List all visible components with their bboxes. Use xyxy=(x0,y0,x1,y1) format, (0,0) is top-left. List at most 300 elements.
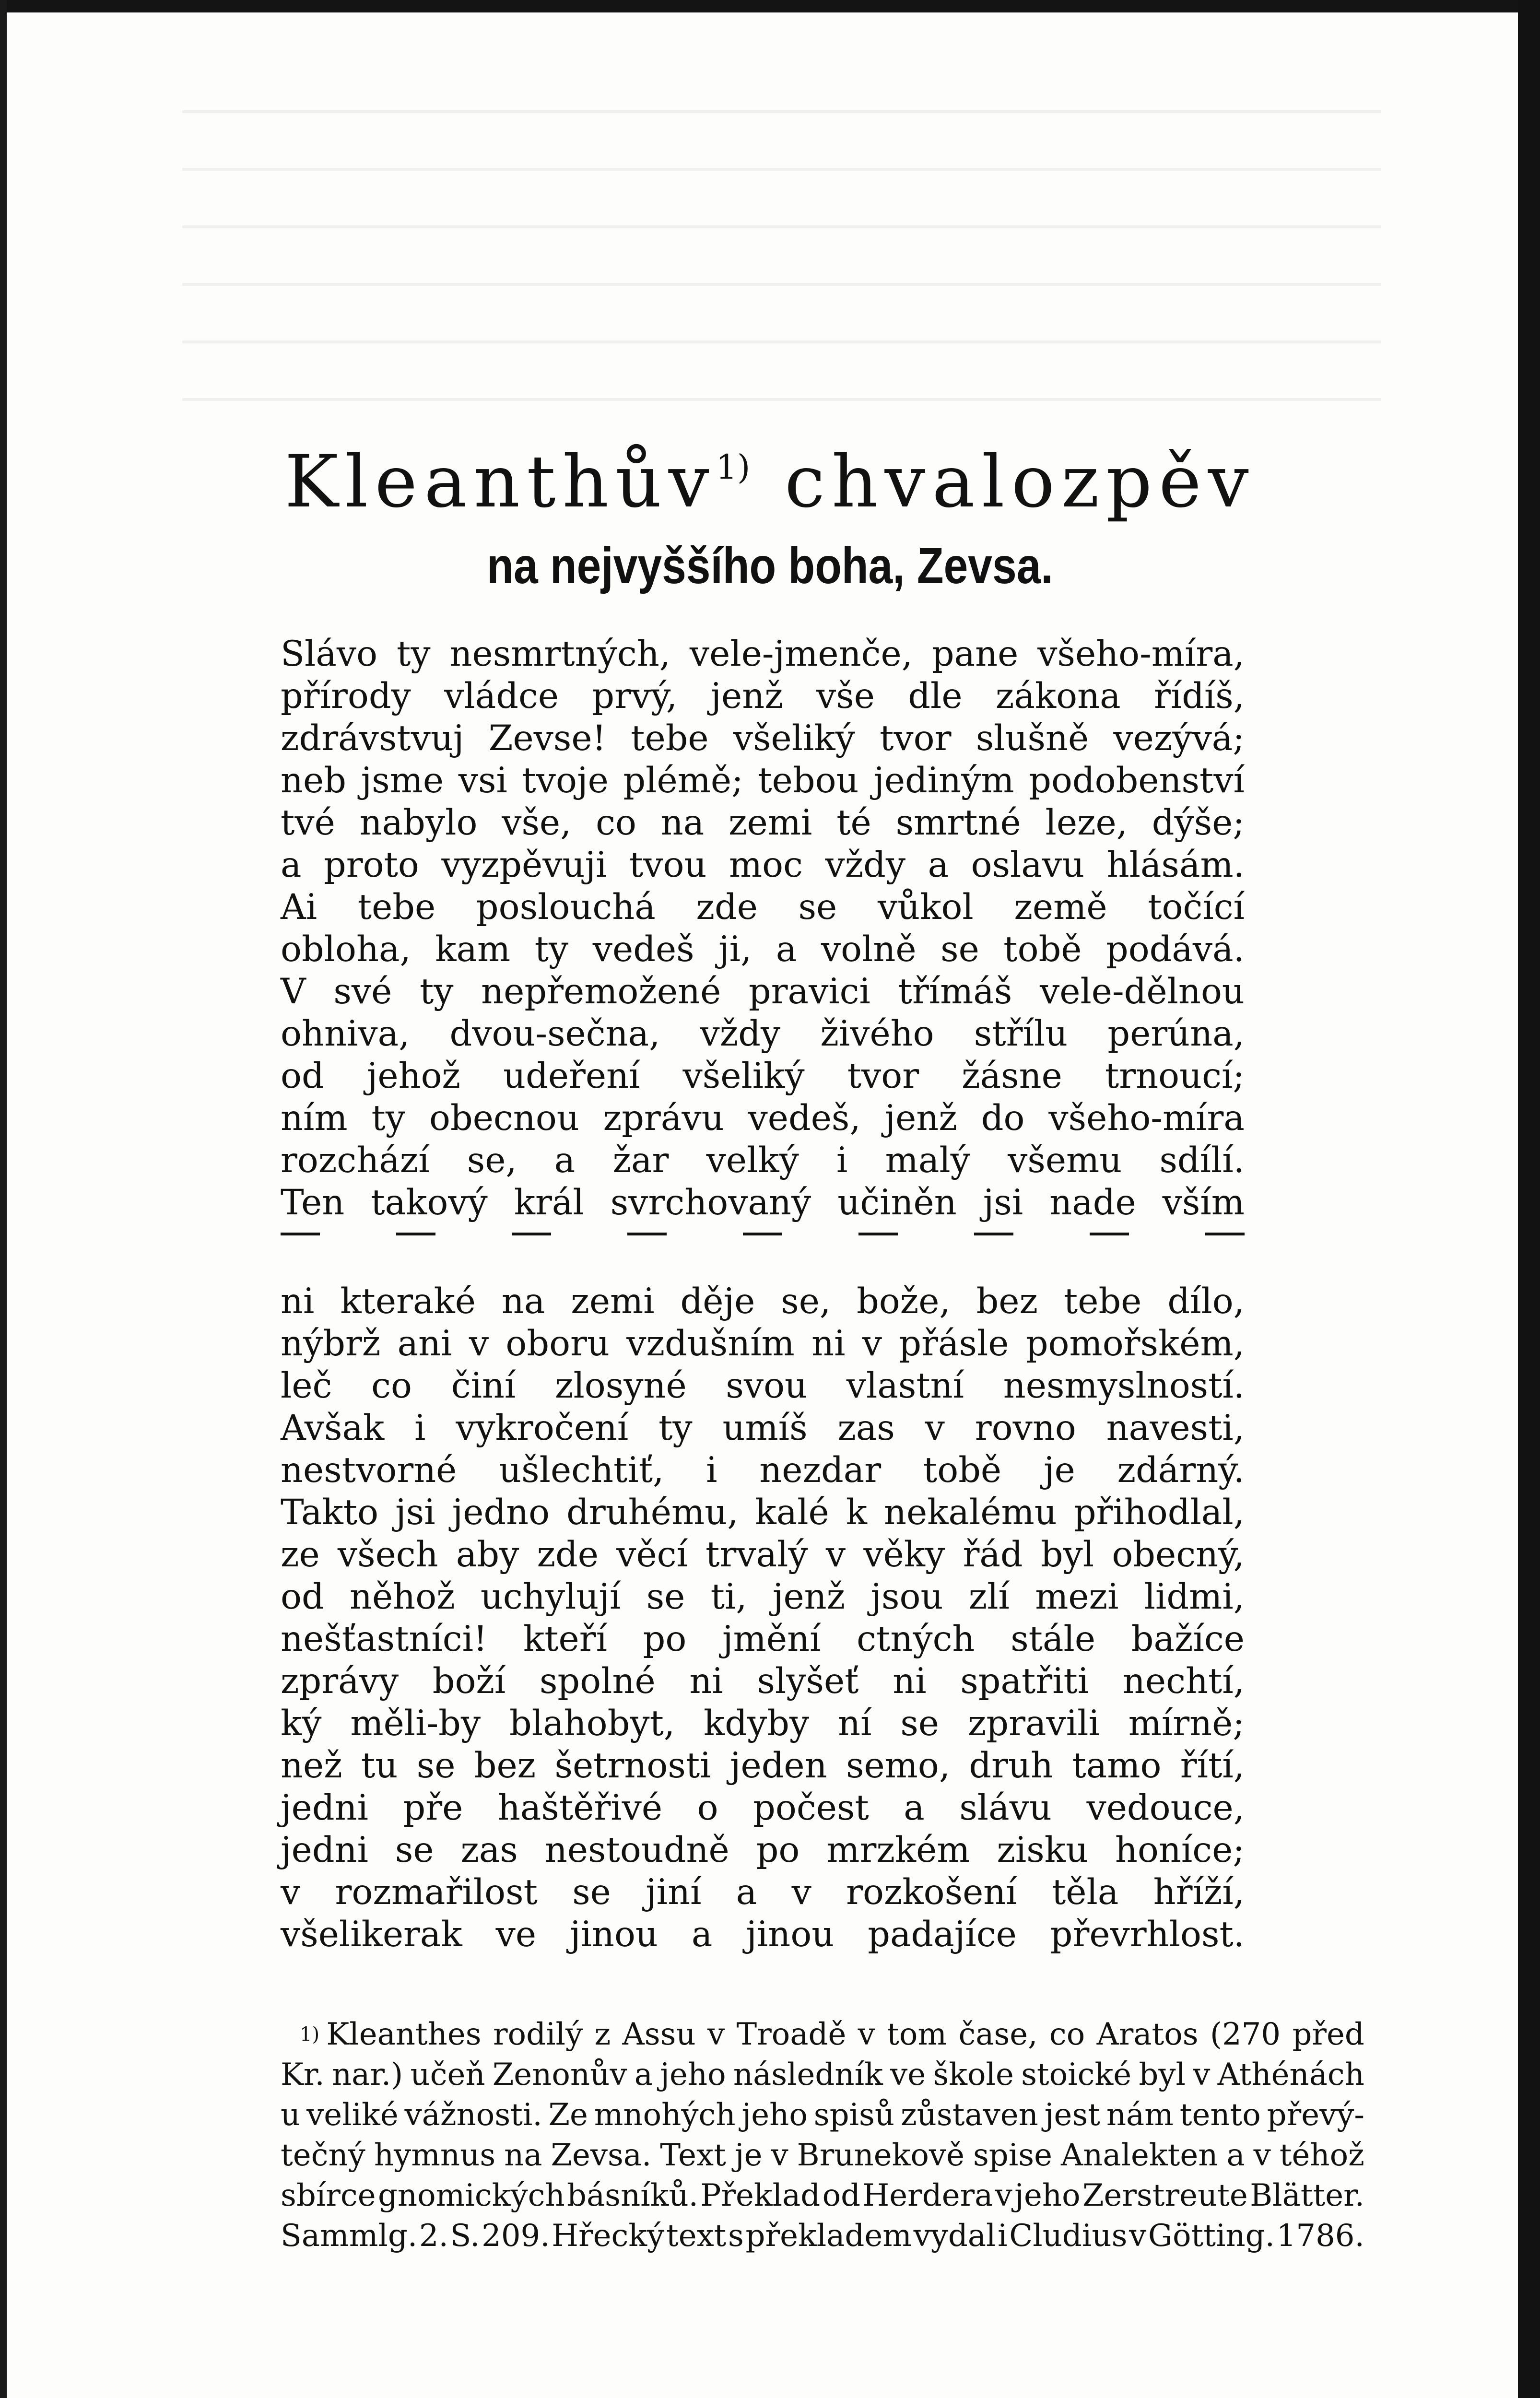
separator-dash xyxy=(1090,1233,1129,1235)
word: sdílí. xyxy=(1159,1140,1245,1181)
word: spatřiti xyxy=(960,1661,1089,1702)
word: vykročení xyxy=(456,1408,629,1448)
word: leč xyxy=(281,1365,332,1406)
text-line xyxy=(281,675,1245,717)
word: neb xyxy=(281,760,346,801)
word: obecnou xyxy=(429,1098,579,1139)
word: měli-by xyxy=(350,1703,481,1744)
word: semo, xyxy=(846,1745,951,1786)
word: vždy xyxy=(700,1013,781,1054)
word: vedouce, xyxy=(1086,1787,1245,1828)
word: tebou xyxy=(758,760,859,801)
word: nestvorné xyxy=(281,1450,457,1491)
word: a xyxy=(634,2057,653,2092)
word: stoické xyxy=(1021,2057,1132,2092)
word: zdárný. xyxy=(1117,1450,1245,1491)
word: Zevse! xyxy=(488,718,606,759)
word: nade xyxy=(1049,1182,1136,1223)
word: ty xyxy=(397,634,431,674)
word: zas xyxy=(460,1830,518,1870)
word: vším xyxy=(1162,1182,1245,1223)
word: učiněn xyxy=(837,1182,957,1223)
word: perúna, xyxy=(1107,1013,1245,1054)
word: a xyxy=(691,1914,713,1955)
word: zdrávstvuj xyxy=(281,718,464,759)
word: prvý, xyxy=(592,676,678,717)
word: tebe xyxy=(357,887,436,928)
word: ním xyxy=(281,1098,348,1139)
word: převrhlost. xyxy=(1050,1914,1245,1955)
text-line xyxy=(281,1871,1245,1914)
word: všeliký xyxy=(733,718,855,759)
word: dle xyxy=(908,676,963,717)
word: nezdar xyxy=(759,1450,882,1491)
word: boží xyxy=(432,1661,506,1702)
word: a xyxy=(281,845,302,885)
text-line xyxy=(281,1449,1245,1492)
text-line xyxy=(281,1365,1245,1407)
word: trvalý xyxy=(705,1534,808,1575)
word: pravici xyxy=(748,971,870,1012)
word: hříží, xyxy=(1153,1872,1245,1913)
footnote xyxy=(281,2014,1364,2256)
word: nestoudně xyxy=(544,1830,729,1870)
word: mírně; xyxy=(1128,1703,1245,1744)
scan-border-right xyxy=(1518,0,1540,2398)
word: kteří xyxy=(523,1619,607,1659)
word: pře xyxy=(403,1787,463,1828)
separator-dash xyxy=(281,1233,320,1235)
word: všeho-míra xyxy=(1048,1098,1245,1139)
word: zpravili xyxy=(967,1703,1100,1744)
word: zlí xyxy=(968,1576,1010,1617)
word: ni xyxy=(893,1661,927,1702)
word: a xyxy=(776,929,797,970)
word: zde xyxy=(696,887,758,928)
word: jenž xyxy=(710,676,783,717)
word: aby xyxy=(456,1534,519,1575)
word: v xyxy=(862,1323,882,1364)
word: Avšak xyxy=(281,1408,385,1448)
word: podává. xyxy=(1106,929,1245,970)
word: zlosyné xyxy=(554,1365,687,1406)
word: se xyxy=(416,1745,456,1786)
word: ni xyxy=(811,1323,846,1364)
word: bez xyxy=(474,1745,536,1786)
word: vládce xyxy=(444,676,559,717)
word: zemi xyxy=(571,1281,655,1322)
word: a xyxy=(736,1872,757,1913)
word: sbírce xyxy=(281,2178,376,2213)
word: rovno xyxy=(975,1408,1076,1448)
word: tamo xyxy=(1072,1745,1162,1786)
text-line xyxy=(281,633,1245,675)
word: jediným xyxy=(873,760,1014,801)
word: 1786. xyxy=(1276,2218,1364,2254)
word: mrzkém xyxy=(826,1830,970,1870)
word: počest xyxy=(753,1787,869,1828)
word: umíš xyxy=(722,1408,808,1448)
text-line xyxy=(281,1576,1245,1618)
word: zprávy xyxy=(281,1661,399,1702)
word: takový xyxy=(371,1182,488,1223)
word: nekalému xyxy=(884,1492,1057,1533)
word: vele-dělnou xyxy=(1040,971,1245,1012)
word: Troadě xyxy=(736,2017,846,2052)
text-line xyxy=(281,1787,1245,1829)
word: spise xyxy=(973,2138,1052,2173)
word: ty xyxy=(534,929,569,970)
word: s xyxy=(728,2218,744,2254)
word: oslavu xyxy=(971,845,1085,885)
word: hymnus xyxy=(374,2138,496,2173)
scan-border-top xyxy=(0,0,1540,12)
text-line xyxy=(281,1660,1245,1703)
word: zprávu xyxy=(603,1098,724,1139)
footnote-text xyxy=(281,2014,1364,2256)
word: v xyxy=(791,1872,811,1913)
word: smrtné xyxy=(895,802,1021,843)
word: spolné xyxy=(539,1661,656,1702)
word: je xyxy=(1043,1450,1075,1491)
word: v xyxy=(925,1408,945,1448)
word: jest xyxy=(1044,2097,1100,2133)
separator-dash xyxy=(743,1233,782,1235)
word: na xyxy=(501,1281,545,1322)
word: bažíce xyxy=(1131,1619,1245,1659)
word: spisů xyxy=(813,2097,895,2133)
word: čase, xyxy=(958,2017,1038,2052)
word: zemi xyxy=(729,802,812,843)
word: druhému, xyxy=(566,1492,739,1533)
word: ty xyxy=(419,971,454,1012)
word: jinou xyxy=(746,1914,835,1955)
word: se xyxy=(940,929,979,970)
text-line xyxy=(281,971,1245,1013)
word: gnomických xyxy=(377,2178,565,2213)
word: následník xyxy=(733,2057,883,2092)
word: se, xyxy=(467,1140,517,1181)
page-subtitle: na nejvyššího boha, Zevsa. xyxy=(487,538,1053,594)
word: překladem xyxy=(745,2218,912,2254)
word: v xyxy=(858,2017,875,2052)
word: hlásám. xyxy=(1106,845,1245,885)
word: vlastní xyxy=(846,1365,964,1406)
text-line xyxy=(281,1182,1245,1224)
word: v xyxy=(995,2178,1012,2213)
word: k xyxy=(846,1492,868,1533)
word: rozchází xyxy=(281,1140,430,1181)
word: podobenství xyxy=(1029,760,1245,801)
word: točící xyxy=(1148,887,1245,928)
word: škole xyxy=(933,2057,1014,2092)
word: ni xyxy=(689,1661,723,1702)
word: jeho xyxy=(660,2057,726,2092)
word: se xyxy=(395,1830,434,1870)
word: zisku xyxy=(997,1830,1088,1870)
word: země xyxy=(1014,887,1107,928)
word: tečný xyxy=(281,2138,365,2173)
word: žar xyxy=(612,1140,669,1181)
word: nepřemožené xyxy=(481,971,721,1012)
footnote-marker: 1) xyxy=(300,2023,320,2045)
word: S. xyxy=(450,2218,480,2254)
word: ze xyxy=(281,1534,320,1575)
word: živého xyxy=(820,1013,934,1054)
word: jsi xyxy=(983,1182,1023,1223)
word: tvor xyxy=(880,718,952,759)
word: jeden xyxy=(729,1745,827,1786)
word: jedni xyxy=(281,1787,368,1828)
word: jsou xyxy=(870,1576,943,1617)
word: pomořském, xyxy=(1025,1323,1245,1364)
word: o xyxy=(697,1787,718,1828)
page-title xyxy=(0,440,1540,524)
word: vše, xyxy=(502,802,572,843)
word: věcí xyxy=(616,1534,688,1575)
word: učeň xyxy=(410,2057,485,2092)
word: nesmrtných, xyxy=(449,634,670,674)
word: Herdera xyxy=(862,2178,993,2213)
poem-separator xyxy=(281,1224,1245,1281)
word: trnoucí; xyxy=(1105,1056,1245,1096)
word: stále xyxy=(1011,1619,1096,1659)
text-line xyxy=(281,760,1245,802)
word: z xyxy=(594,2017,611,2052)
word: Kr. xyxy=(281,2057,325,2092)
word: bože, xyxy=(857,1281,951,1322)
word: (270 xyxy=(1210,2017,1281,2052)
word: udeření xyxy=(503,1056,640,1096)
word: vážnosti. xyxy=(404,2097,542,2133)
text-line xyxy=(281,886,1245,929)
word: tom xyxy=(887,2017,947,2052)
word: 209. xyxy=(482,2218,550,2254)
word: tobě xyxy=(1003,929,1082,970)
word: básníků. xyxy=(567,2178,698,2213)
title-footnote-marker: 1) xyxy=(716,447,751,487)
text-line xyxy=(281,844,1245,886)
word: bez xyxy=(976,1281,1038,1322)
word: po xyxy=(756,1830,800,1870)
word: vůkol xyxy=(877,887,974,928)
separator-dash xyxy=(512,1233,551,1235)
word: ni xyxy=(281,1281,315,1322)
word: Hřecký xyxy=(552,2218,665,2254)
word: u xyxy=(281,2097,301,2133)
word: oboru xyxy=(505,1323,610,1364)
word: dílo, xyxy=(1167,1281,1245,1322)
word: se xyxy=(572,1872,611,1913)
text-line xyxy=(281,1703,1245,1745)
separator-dash xyxy=(627,1233,667,1235)
word: nechtí, xyxy=(1122,1661,1245,1702)
word: plémě; xyxy=(623,760,743,801)
word: dýše; xyxy=(1152,802,1245,843)
word: druh xyxy=(969,1745,1054,1786)
word: ty xyxy=(658,1408,693,1448)
word: třímáš xyxy=(898,971,1012,1012)
word: slušně xyxy=(976,718,1089,759)
word: vsi xyxy=(458,760,507,801)
word: tebe xyxy=(1063,1281,1142,1322)
word: po xyxy=(643,1619,687,1659)
title-word: Kleanthův xyxy=(284,440,716,524)
text-line xyxy=(281,1492,1245,1534)
word: přihodlal, xyxy=(1073,1492,1245,1533)
word: se xyxy=(900,1703,940,1744)
word: a xyxy=(904,1787,925,1828)
word: nám xyxy=(1106,2097,1174,2133)
word: slyšeť xyxy=(757,1661,859,1702)
word: zůstaven xyxy=(900,2097,1038,2133)
word: jeho xyxy=(741,2097,808,2133)
word: jsme xyxy=(361,760,444,801)
word: Athénách xyxy=(1217,2057,1364,2092)
word: leze, xyxy=(1045,802,1128,843)
footnote-line xyxy=(281,2095,1364,2135)
word: Aratos xyxy=(1096,2017,1199,2052)
word: mnohých xyxy=(594,2097,736,2133)
word: Takto xyxy=(281,1492,379,1533)
word: od xyxy=(822,2178,861,2213)
footnote-line xyxy=(281,2055,1364,2095)
word: a xyxy=(928,845,949,885)
word: jenž xyxy=(884,1098,957,1139)
word: Assu xyxy=(622,2017,696,2052)
text-line xyxy=(281,1534,1245,1576)
word: ctných xyxy=(857,1619,975,1659)
word: Ai xyxy=(281,887,317,928)
word: veliké xyxy=(306,2097,399,2133)
word: ani xyxy=(397,1323,452,1364)
word: vše xyxy=(816,676,875,717)
word: velký xyxy=(706,1140,799,1181)
word: zákona xyxy=(995,676,1121,717)
word: všeliký xyxy=(682,1056,805,1096)
bleed-through-text xyxy=(182,110,1381,446)
word: vydal xyxy=(913,2218,996,2254)
text-line xyxy=(281,1140,1245,1182)
word: tu xyxy=(361,1745,398,1786)
word: v xyxy=(1193,2057,1211,2092)
word: nešťastníci! xyxy=(281,1619,488,1659)
word: Zenonův xyxy=(492,2057,627,2092)
word: i xyxy=(836,1140,848,1181)
word: děje xyxy=(680,1281,755,1322)
text-line xyxy=(281,1745,1245,1787)
word: nesmyslností. xyxy=(1003,1365,1245,1406)
word: všemu xyxy=(1008,1140,1122,1181)
word: na xyxy=(660,802,705,843)
word: co xyxy=(371,1365,412,1406)
word: lidmi, xyxy=(1144,1576,1245,1617)
word: vedeš, xyxy=(748,1098,861,1139)
word: v xyxy=(771,2138,788,2173)
word: žásne xyxy=(962,1056,1062,1096)
word: tebe xyxy=(631,718,709,759)
text-line xyxy=(281,929,1245,971)
footnote-line xyxy=(281,2175,1364,2216)
word: Slávo xyxy=(281,634,378,674)
word: řítí, xyxy=(1180,1745,1245,1786)
word: všech xyxy=(337,1534,438,1575)
word: ve xyxy=(890,2057,926,2092)
word: všelikerak xyxy=(281,1914,462,1955)
poem xyxy=(281,633,1245,1956)
text-line xyxy=(281,1055,1245,1097)
word: vezývá; xyxy=(1113,718,1245,759)
separator-dash xyxy=(1205,1233,1245,1235)
word: i xyxy=(414,1408,426,1448)
separator-dash xyxy=(974,1233,1013,1235)
word: převý- xyxy=(1267,2097,1364,2133)
text-line xyxy=(281,1914,1245,1956)
word: tvou xyxy=(629,845,707,885)
word: se xyxy=(798,887,837,928)
word: navesti, xyxy=(1106,1408,1245,1448)
word: jedni xyxy=(281,1830,368,1870)
word: co xyxy=(1049,2017,1085,2052)
word: byl xyxy=(1139,2057,1186,2092)
word: téhož xyxy=(1279,2138,1364,2173)
word: než xyxy=(281,1745,342,1786)
word: té xyxy=(836,802,871,843)
word: je xyxy=(734,2138,763,2173)
word: pane xyxy=(931,634,1019,674)
footnote-line xyxy=(281,2014,1364,2055)
word: ký xyxy=(281,1703,322,1744)
text-line xyxy=(281,802,1245,844)
word: Kleanthes xyxy=(326,2017,482,2052)
word: Brunekově xyxy=(797,2138,964,2173)
text-line xyxy=(281,717,1245,760)
word: jedno xyxy=(452,1492,550,1533)
word: král xyxy=(514,1182,584,1223)
word: vždy xyxy=(825,845,906,885)
text-line xyxy=(281,1829,1245,1871)
word: i xyxy=(998,2218,1008,2254)
word: Zevsa. xyxy=(551,2138,652,2173)
word: své xyxy=(333,971,392,1012)
word: od xyxy=(281,1576,324,1617)
word: řád xyxy=(963,1534,1023,1575)
word: jenž xyxy=(772,1576,846,1617)
word: střílu xyxy=(974,1013,1068,1054)
word: Text xyxy=(660,2138,726,2173)
word: tento xyxy=(1179,2097,1261,2133)
word: těla xyxy=(1051,1872,1119,1913)
word: slávu xyxy=(959,1787,1052,1828)
word: 2. xyxy=(419,2218,448,2254)
word: v xyxy=(1253,2138,1271,2173)
word: V xyxy=(281,971,306,1012)
word: vedeš xyxy=(592,929,694,970)
word: kam xyxy=(435,929,511,970)
word: Cludius xyxy=(1009,2218,1128,2254)
word: svrchovaný xyxy=(610,1182,811,1223)
word: a xyxy=(1226,2138,1245,2173)
text-line xyxy=(281,1097,1245,1140)
poem-part-1 xyxy=(281,633,1245,1224)
word: nabylo xyxy=(359,802,478,843)
word: Blätter. xyxy=(1250,2178,1364,2213)
word: Sammlg. xyxy=(281,2218,418,2254)
word: moc xyxy=(729,845,803,885)
word: rozkošení xyxy=(846,1872,1017,1913)
word: obloha, xyxy=(281,929,411,970)
word: jiní xyxy=(646,1872,702,1913)
